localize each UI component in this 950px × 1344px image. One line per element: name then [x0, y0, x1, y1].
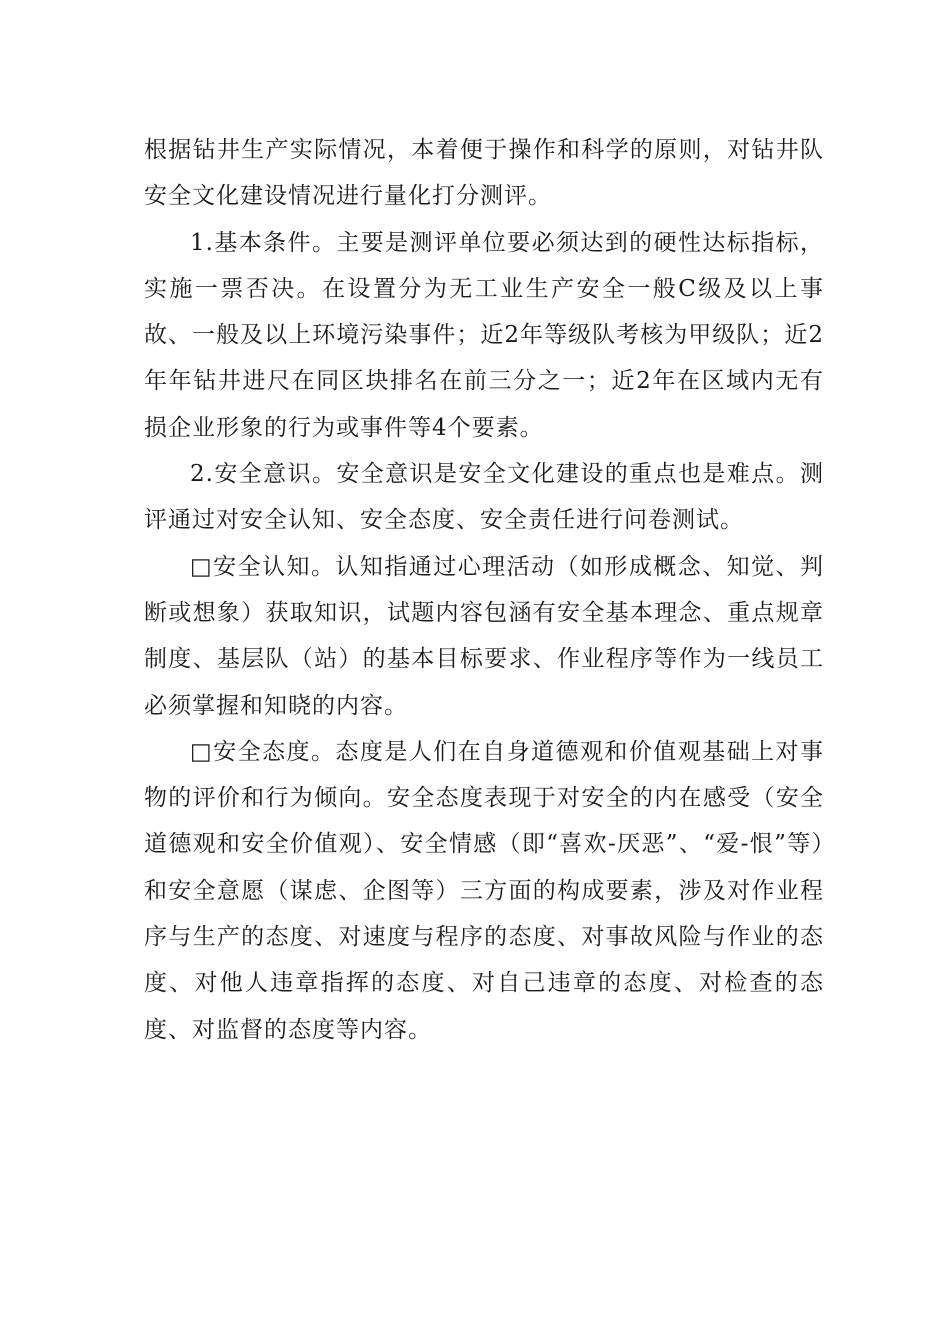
paragraph-safety-cognition: □安全认知。认知指通过心理活动（如形成概念、知觉、判断或想象）获取知识，试题内容包涵有安全基本理念、重点规章制度、基层队（站）的基本目标要求、作业程序等作为一线员工必须掌握和知晓的内容。 [144, 553, 824, 719]
paragraph-safety-awareness: 2.安全意识。安全意识是安全文化建设的重点也是难点。测评通过对安全认知、安全态度、安全责任进行问卷测试。 [144, 461, 824, 534]
paragraph-intro: 根据钻井生产实际情况，本着便于操作和科学的原则，对钻井队安全文化建设情况进行量化打分测评。 [144, 137, 824, 210]
paragraph-basic-conditions: 1.基本条件。主要是测评单位要必须达到的硬性达标指标，实施一票否决。在设置分为无工业生产安全一般C级及以上事故、一般及以上环境污染事件；近2年等级队考核为甲级队；近2年年钻井进尺在同区块排名在前三分之一；近2年在区域内无有损企业形象的行为或事件等4个要素。 [144, 229, 824, 441]
document-body [144, 127, 824, 1053]
paragraph-safety-attitude: □安全态度。态度是人们在自身道德观和价值观基础上对事物的评价和行为倾向。安全态度表现于对安全的内在感受（安全道德观和安全价值观）、安全情感（即“喜欢-厌恶”、“爱-恨”等）和安全意愿（谋虑、企图等）三方面的构成要素，涉及对作业程序与生产的态度、对速度与程序的态度、对事故风险与作业的态度、对他人违章指挥的态度、对自己违章的态度、对检查的态度、对监督的态度等内容。 [144, 738, 824, 1043]
